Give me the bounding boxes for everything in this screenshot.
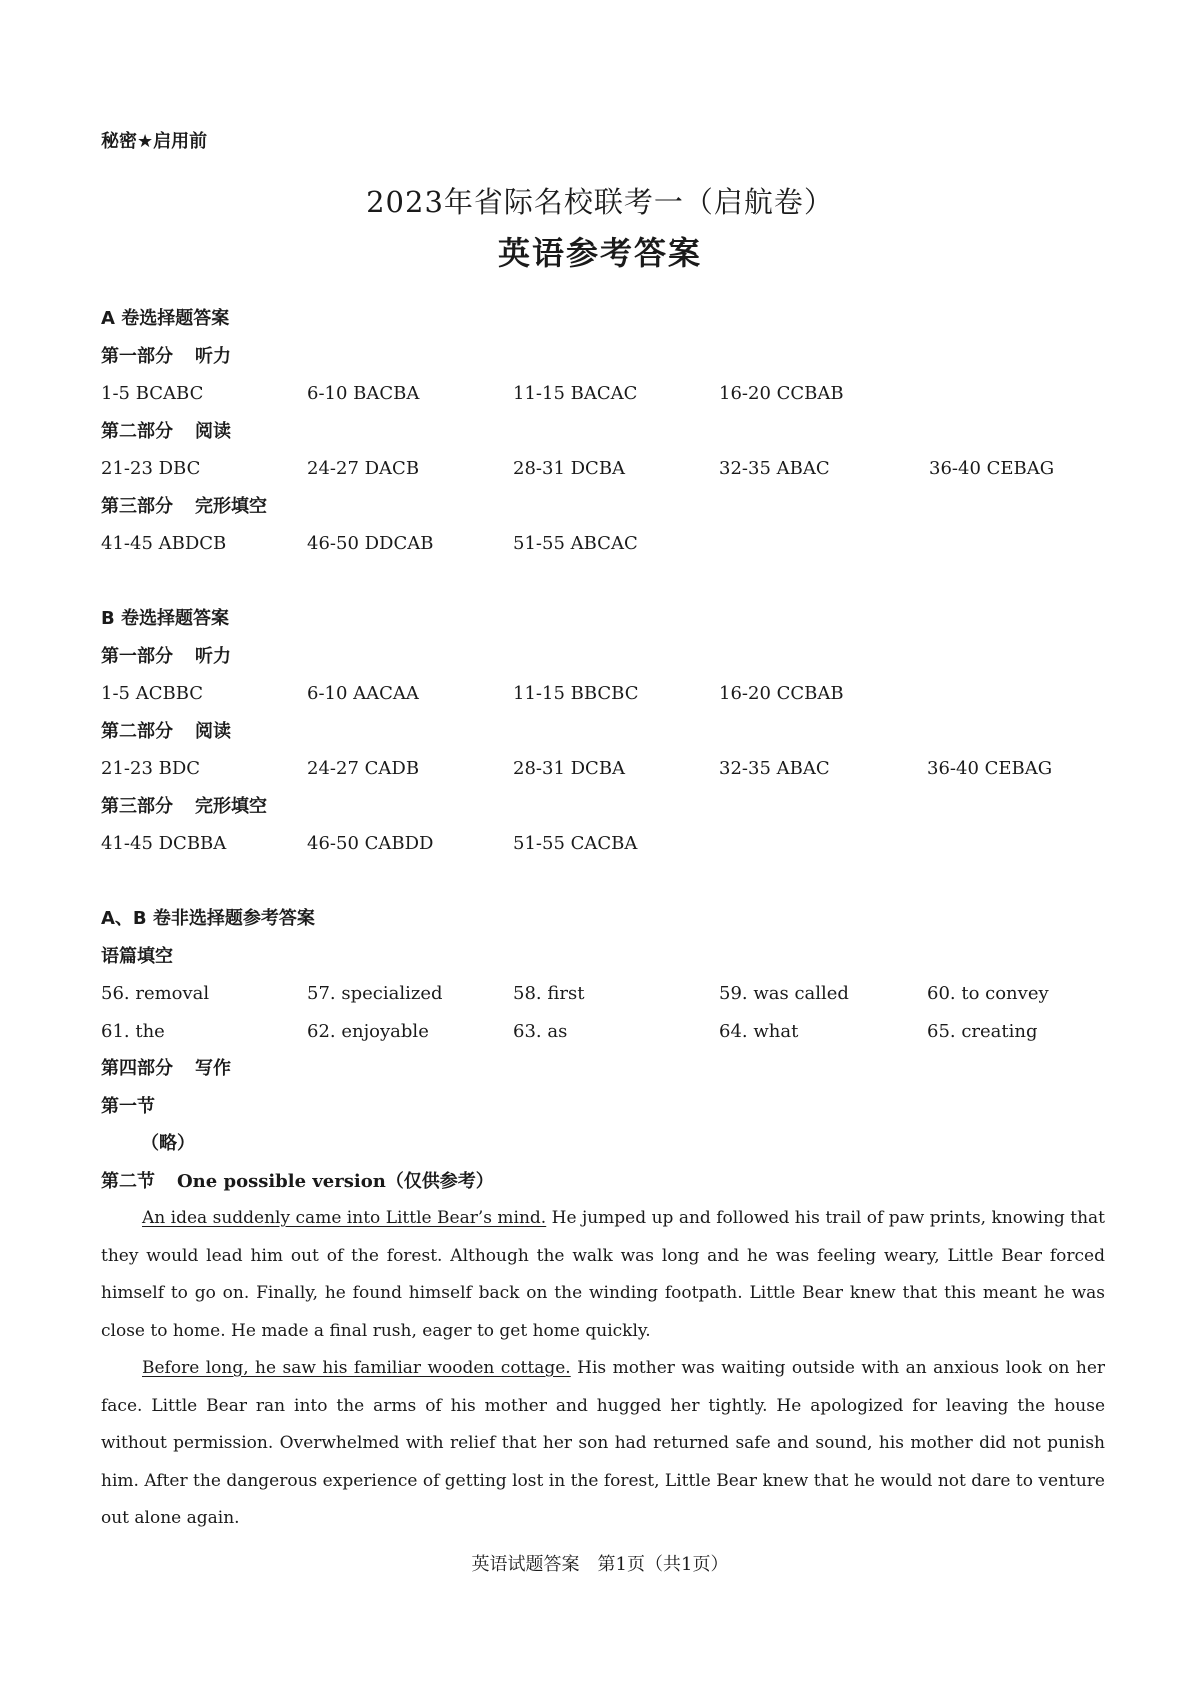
part-sub: 听力: [195, 345, 231, 367]
cloze-answer: 60. to convey: [927, 983, 1049, 1004]
answer-group: 46-50 DDCAB: [307, 533, 434, 554]
page-footer: 英语试题答案 第1页（共1页）: [471, 1554, 729, 1575]
paper-a-part2-answers: [101, 450, 1105, 488]
section2-heading: [101, 1163, 1105, 1201]
answer-group: 46-50 CABDD: [307, 833, 434, 854]
part-sub: 写作: [195, 1058, 231, 1079]
spacer: [101, 863, 1105, 901]
answer-group: 21-23 BDC: [101, 758, 201, 779]
answer-group: 32-35 ABAC: [719, 758, 830, 779]
answer-group: 21-23 DBC: [101, 458, 201, 479]
non-choice-heading: A、B 卷非选择题参考答案: [101, 908, 315, 929]
cloze-answers-row1: [101, 975, 1105, 1013]
paper-a-part3-answers: [101, 525, 1105, 563]
answer-group: 36-40 CEBAG: [929, 458, 1055, 479]
answer-group: 41-45 DCBBA: [101, 833, 227, 854]
answer-content: [101, 300, 1105, 1538]
answer-title: 英语参考答案: [497, 234, 702, 272]
paper-b-part2-heading: [101, 713, 1105, 751]
answer-group: 24-27 CADB: [307, 758, 420, 779]
part-label: 第三部分: [101, 495, 173, 517]
section1-content: （略）: [141, 1133, 195, 1154]
part-sub: 听力: [195, 645, 231, 667]
part-sub: 阅读: [195, 720, 231, 742]
paper-b-part2-answers: [101, 750, 1105, 788]
cloze-answer: 64. what: [719, 1020, 799, 1042]
answer-group: 1-5 BCABC: [101, 383, 204, 404]
paper-a-part1-answers: [101, 375, 1105, 413]
answer-group: 6-10 AACAA: [307, 683, 419, 704]
section1-heading: 第一节: [101, 1095, 155, 1117]
part-label: 第一部分: [101, 345, 173, 367]
spacer: [101, 563, 1105, 601]
essay-opening-sentence: An idea suddenly came into Little Bear’s mind.: [142, 1208, 547, 1228]
part-sub: 阅读: [195, 420, 231, 442]
essay-opening-sentence: Before long, he saw his familiar wooden cottage.: [142, 1358, 571, 1378]
answer-group: 16-20 CCBAB: [719, 383, 844, 404]
cloze-answer: 65. creating: [927, 1020, 1038, 1042]
cloze-answer: 58. first: [513, 983, 585, 1004]
cloze-answer: 63. as: [513, 1020, 568, 1042]
answer-group: 36-40 CEBAG: [927, 758, 1053, 779]
answer-group: 51-55 CACBA: [513, 833, 638, 854]
part-label: 第二部分: [101, 720, 173, 742]
paper-a-part3-heading: [101, 488, 1105, 526]
cloze-heading: 语篇填空: [101, 945, 173, 967]
cloze-answer: 61. the: [101, 1020, 165, 1042]
writing-heading: [101, 1050, 1105, 1088]
answer-group: 11-15 BBCBC: [513, 683, 639, 704]
cloze-answer: 57. specialized: [307, 983, 443, 1004]
part-label: 第四部分: [101, 1058, 173, 1079]
answer-group: 28-31 DCBA: [513, 758, 626, 779]
paper-b-part3-answers: [101, 825, 1105, 863]
section-label: 第二节: [101, 1170, 155, 1192]
answer-group: 28-31 DCBA: [513, 458, 626, 479]
confidential-label: 秘密★启用前: [101, 131, 208, 152]
cloze-answers-row2: [101, 1013, 1105, 1051]
cloze-answer: 59. was called: [719, 983, 849, 1004]
exam-title: 2023年省际名校联考一（启航卷）: [366, 185, 834, 219]
part-sub: 完形填空: [195, 495, 267, 517]
paper-a-part1-heading: [101, 338, 1105, 376]
paper-b-part3-heading: [101, 788, 1105, 826]
answer-group: 32-35 ABAC: [719, 458, 830, 479]
part-sub: 完形填空: [195, 795, 267, 817]
essay-body-text: He jumped up and followed his trail of paw prints, knowing that they would lead him out of the forest. Although the walk was long and he was feeling weary, Little Bear forced himself to go on. Finally, he found himself back on the winding footpath. Little Bear knew that this meant he was close to home. He made a final rush, eager to get home quickly.: [101, 1208, 1105, 1341]
cloze-answer: 62. enjoyable: [307, 1020, 429, 1042]
paper-a-heading: A 卷选择题答案: [101, 308, 230, 329]
part-label: 第一部分: [101, 645, 173, 667]
part-label: 第三部分: [101, 795, 173, 817]
answer-group: 6-10 BACBA: [307, 383, 420, 404]
answer-group: 24-27 DACB: [307, 458, 420, 479]
answer-group: 16-20 CCBAB: [719, 683, 844, 704]
paper-b-part1-answers: [101, 675, 1105, 713]
version-label: One possible version（仅供参考）: [177, 1170, 494, 1192]
answer-group: 1-5 ACBBC: [101, 683, 204, 704]
paper-b-part1-heading: [101, 638, 1105, 676]
essay-paragraph-1: [101, 1200, 1105, 1350]
cloze-answer: 56. removal: [101, 983, 210, 1004]
part-label: 第二部分: [101, 420, 173, 442]
essay-paragraph-2: [101, 1350, 1105, 1538]
answer-group: 11-15 BACAC: [513, 383, 638, 404]
answer-group: 51-55 ABCAC: [513, 533, 638, 554]
answer-group: 41-45 ABDCB: [101, 533, 227, 554]
essay-body-text: His mother was waiting outside with an anxious look on her face. Little Bear ran into the arms of his mother and hugged her tightly. He apologized for leaving the house without permission. Overwhelmed with relief that her son had returned safe and sound, his mother did not punish him. After the dangerous experience of getting lost in the forest, Little Bear knew that he would not dare to venture out alone again.: [101, 1358, 1106, 1528]
paper-a-part2-heading: [101, 413, 1105, 451]
paper-b-heading: B 卷选择题答案: [101, 608, 229, 629]
